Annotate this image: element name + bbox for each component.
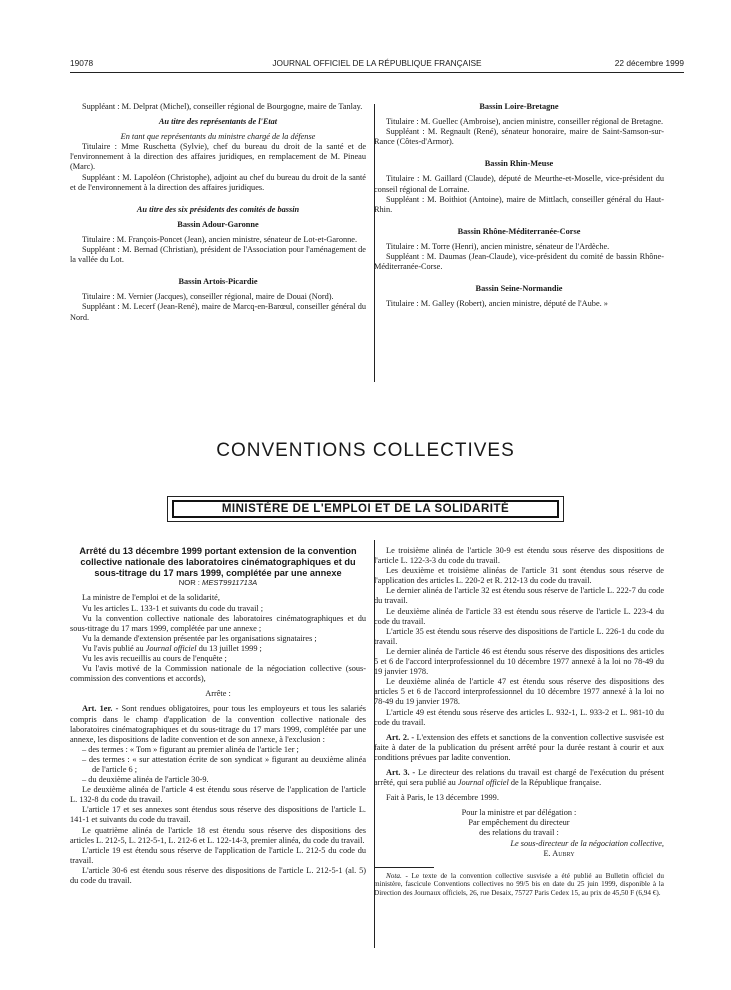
basin-heading: Bassin Seine-Normandie — [475, 284, 563, 294]
decree-title: Arrêté du 13 décembre 1999 portant extension de la convention collective nationale des laboratoires cinématographiques et du sous-titrage du 17 mars 1999, complétée par une annexe — [79, 546, 357, 578]
text: Le directeur des relations du travail est chargé de l'exécution du présent arrêté, qui sera publié au — [374, 767, 664, 788]
basin-heading: Bassin Rhône-Méditerranée-Corse — [457, 226, 581, 236]
paragraph: Suppléant : M. Delprat (Michel), conseiller régional de Bourgogne, maire de Tanlay. — [82, 102, 363, 111]
journal-name: Journal officiel — [457, 778, 509, 788]
bottom-right-column — [374, 546, 664, 898]
text: du 13 juillet 1999 ; — [198, 643, 262, 653]
article-1 — [70, 704, 366, 744]
page-number: 19078 — [70, 58, 94, 68]
ministry-title: MINISTÈRE DE L'EMPLOI ET DE LA SOLIDARITÉ — [172, 500, 559, 518]
page-header — [70, 56, 684, 70]
paragraph: Le dernier alinéa de l'article 32 est étendu sous réserve de l'article L. 222-7 du code du travail. — [374, 586, 664, 606]
signature-line: Pour la ministre et par délégation : — [461, 808, 577, 818]
nor-code: MEST9911713A — [202, 578, 258, 588]
header-rule — [70, 72, 684, 73]
basin-heading: Bassin Artois-Picardie — [178, 277, 258, 287]
paragraph: Titulaire : M. Torre (Henri), ancien ministre, sénateur de l'Ardèche. — [386, 241, 610, 251]
paragraph: Le deuxième alinéa de l'article 4 est étendu sous réserve de l'application de l'article L. 132-8 du code du travail. — [70, 785, 366, 805]
basin-heading: Bassin Adour-Garonne — [177, 219, 259, 229]
paragraph: La ministre de l'emploi et de la solidarité, — [82, 593, 220, 603]
paragraph: Les deuxième et troisième alinéas de l'article 31 sont étendus sous réserve de l'application des articles L. 220-2 et R. 212-13 du code du travail. — [374, 566, 664, 586]
footnote — [374, 872, 664, 898]
ministry-box — [167, 496, 564, 522]
paragraph: Vu les articles L. 133-1 et suivants du code du travail ; — [82, 603, 264, 613]
paragraph: Suppléant : M. Lapoléon (Christophe), adjoint au chef du bureau du droit de la santé et de l'environnement à la direction des affaires juridiques. — [70, 172, 366, 192]
text: Sont rendues obligatoires, pour tous les employeurs et tous les salariés compris dans le champ d'application de la convention collective nationale des laboratoires cinématographiques et du sous-titrage du 17 mars 1999, complétée par une annexe, les dispositions de ladite convention et de son annexe, à l'exclusion : — [70, 704, 367, 744]
paragraph: Suppléant : M. Daumas (Jean-Claude), vice-président du comité de bassin Rhône-Méditerranée-Corse. — [374, 252, 664, 272]
signature-line: Par empêchement du directeur — [468, 818, 570, 828]
nor-label: NOR : — [178, 578, 200, 588]
paragraph: Suppléant : M. Boithiot (Antoine), maire de Mittlach, conseiller général du Haut-Rhin. — [374, 194, 664, 214]
paragraph: Titulaire : M. Gaillard (Claude), député de Meurthe-et-Moselle, vice-président du conseil régional de Lorraine. — [374, 174, 664, 194]
signatory-title: Le sous-directeur de la négociation collective, — [510, 838, 664, 848]
issue-date: 22 décembre 1999 — [614, 58, 684, 68]
list-item: – des termes : « sur attestation écrite de son syndicat » figurant au deuxième alinéa de l'article 6 ; — [82, 754, 366, 774]
bottom-left-column — [70, 546, 366, 886]
note-label: Nota. - — [386, 871, 408, 880]
section-subheading: En tant que représentants du ministre chargé de la défense — [120, 132, 316, 142]
paragraph: L'article 35 est étendu sous réserve des dispositions de l'article L. 226-1 du code du travail. — [374, 626, 664, 646]
text: de la République française. — [510, 778, 602, 788]
paragraph: Titulaire : M. Vernier (Jacques), conseiller régional, maire de Douai (Nord). — [82, 292, 334, 302]
article-label: Art. 2. - — [386, 732, 415, 742]
paragraph: Le quatrième alinéa de l'article 18 est étendu sous réserve des dispositions des articles L. 212-5, L. 212-5-1, L. 212-6 et L. 122-14-3, premier alinéa, du code du travail. — [70, 825, 366, 845]
paragraph: L'article 19 est étendu sous réserve de l'application de l'article L. 212-5 du code du travail. — [70, 845, 366, 865]
paragraph: Vu l'avis motivé de la Commission nationale de la négociation collective (sous-commission des conventions et accords), — [70, 664, 366, 684]
paragraph: Le troisième alinéa de l'article 30-9 est étendu sous réserve des dispositions de l'article L. 122-3-3 du code du travail. — [374, 546, 664, 566]
nor-reference — [70, 578, 366, 588]
paragraph: L'article 17 et ses annexes sont étendus sous réserve des dispositions de l'article L. 141-1 et suivants du code du travail. — [70, 805, 366, 825]
top-left-column — [70, 102, 366, 323]
paragraph: Vu les avis recueillis au cours de l'enquête ; — [82, 654, 227, 664]
paragraph: Titulaire : M. Galley (Robert), ancien ministre, député de l'Aube. » — [386, 299, 608, 309]
paragraph: Titulaire : M. Guellec (Ambroise), ancien ministre, conseiller régional de Bretagne. — [386, 117, 664, 127]
paragraph — [70, 644, 366, 654]
signatory-name: E. Aubry — [543, 848, 575, 858]
note-text: Le texte de la convention collective susvisée a été publié au Bulletin officiel du ministère, fascicule Conventions collectives no 99/5 bis en date du 25 juin 1999, disponible à la Direction des Journaux officiels, 26, rue Desaix, 75727 Paris Cedex 15, au prix de 45,50 F (6,94 €). — [374, 871, 665, 897]
paragraph: Le deuxième alinéa de l'article 47 est étendu sous réserve des dispositions des articles 5 et 6 de l'accord interprofessionnel du 10 décembre 1977 annexé à la loi no 78-49 du 19 janvier 1978. — [374, 677, 664, 707]
article-2 — [374, 733, 664, 763]
paragraph: Suppléant : M. Regnault (René), sénateur honoraire, maire de Saint-Samson-sur-Rance (Côtes-d'Armor). — [374, 127, 664, 147]
paragraph: Titulaire : Mme Ruschetta (Sylvie), chef du bureau du droit de la santé et de l'environnement à la direction des affaires juridiques, en remplacement de M. Pineau (Marc). — [70, 142, 366, 172]
article-label: Art. 1er. - — [82, 704, 119, 714]
section-heading: Au titre des représentants de l'Etat — [158, 117, 278, 127]
journal-name: Journal officiel — [145, 643, 197, 653]
article-label: Art. 3. - — [386, 767, 416, 777]
arrete-label: Arrête : — [205, 689, 231, 699]
paragraph: Vu la convention collective nationale des laboratoires cinématographiques et du sous-titrage du 17 mars 1999, complétée par une annexe ; — [70, 613, 366, 633]
list-item: – du deuxième alinéa de l'article 30-9. — [82, 775, 209, 785]
paragraph: Titulaire : M. François-Poncet (Jean), ancien ministre, sénateur de Lot-et-Garonne. — [82, 234, 358, 244]
paragraph: Vu la demande d'extension présentée par les organisations signataires ; — [82, 633, 317, 643]
paragraph: L'article 49 est étendu sous réserve des articles L. 932-1, L. 933-2 et L. 981-10 du code du travail. — [374, 707, 664, 727]
paragraph: Suppléant : M. Lecerf (Jean-René), maire de Marcq-en-Barœul, conseiller général du Nord. — [70, 302, 366, 322]
paragraph: Suppléant : M. Bernad (Christian), président de l'Association pour l'aménagement de la vallée du Lot. — [70, 245, 366, 265]
paragraph: Le dernier alinéa de l'article 46 est étendu sous réserve des dispositions des articles 5 et 6 de l'accord interprofessionnel du 10 décembre 1977 annexé à la loi no 78-49 du 19 janvier 1978. — [374, 646, 664, 677]
top-right-column — [374, 102, 664, 309]
signature-line: des relations du travail : — [479, 828, 559, 838]
basin-heading: Bassin Rhin-Meuse — [484, 159, 554, 169]
paragraph: Le deuxième alinéa de l'article 33 est étendu sous réserve de l'article L. 223-4 du code du travail. — [374, 606, 664, 626]
section-heading: Au titre des six présidents des comités de bassin — [136, 204, 300, 214]
text: L'extension des effets et sanctions de la convention collective susvisée est faite à dater de la publication du présent arrêté pour la durée restant à courir et aux conditions prévues par ladite convention. — [374, 732, 665, 762]
article-3 — [374, 768, 664, 788]
signing-place-date: Fait à Paris, le 13 décembre 1999. — [386, 793, 499, 803]
journal-title: JOURNAL OFFICIEL DE LA RÉPUBLIQUE FRANÇAISE — [272, 58, 482, 68]
basin-heading: Bassin Loire-Bretagne — [479, 102, 559, 111]
list-item: – des termes : « Tom » figurant au premier alinéa de l'article 1er ; — [82, 744, 299, 754]
note-rule — [374, 867, 434, 868]
conventions-title: CONVENTIONS COLLECTIVES — [216, 440, 515, 461]
text: Vu l'avis publié au — [82, 643, 144, 653]
paragraph: L'article 30-6 est étendu sous réserve des dispositions de l'article L. 212-5-1 (al. 5) du code du travail. — [70, 865, 366, 886]
